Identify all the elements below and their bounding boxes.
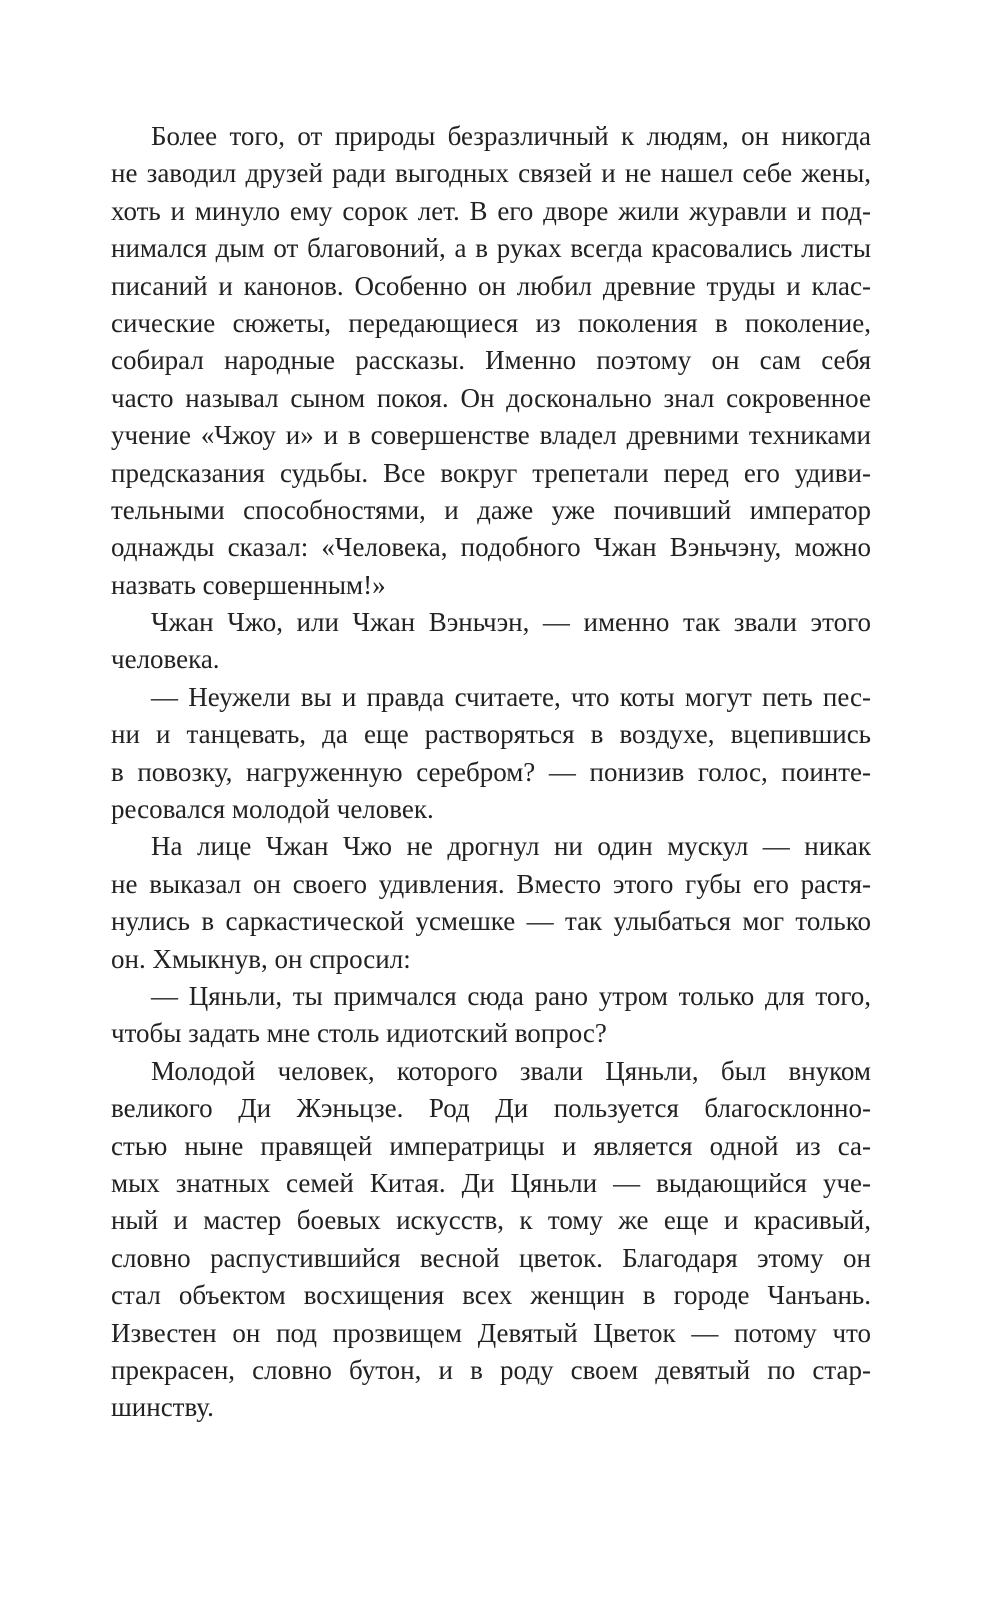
text-line: часто называл сыном покоя. Он досконально знал сокровенное (111, 382, 871, 413)
text-line: мых знатных семей Китая. Ди Цяньли — выдающийся уче- (111, 1167, 871, 1198)
text-line: прекрасен, словно бутон, и в роду своем девятый по стар- (111, 1354, 871, 1385)
text-line: однажды сказал: «Человека, подобного Чжан Вэньчэну, можно (111, 532, 871, 563)
text-line: ни и танцевать, да еще растворяться в воздухе, вцепившись (111, 719, 871, 750)
text-line: Молодой человек, которого звали Цяньли, был внуком (151, 1055, 871, 1086)
text-line: нулись в саркастической усмешке — так улыбаться мог только (111, 906, 871, 937)
text-line: чтобы задать мне столь идиотский вопрос? (111, 1018, 607, 1049)
text-line: ный и мастер боевых искусств, к тому же еще и красивый, (111, 1205, 871, 1236)
text-line: На лице Чжан Чжо не дрогнул ни один мускул — никак (151, 831, 871, 862)
text-line: стал объектом восхищения всех женщин в городе Чанъань. (111, 1280, 871, 1311)
text-line: тельными способностями, и даже уже почивший император (111, 494, 871, 525)
text-line: в повозку, нагруженную серебром? — понизив голос, поинте- (111, 756, 871, 787)
text-line: человека. (111, 644, 220, 675)
text-line: он. Хмыкнув, он спросил: (111, 943, 411, 974)
text-line: не выказал он своего удивления. Вместо этого губы его растя- (111, 868, 871, 899)
text-line: не заводил друзей ради выгодных связей и не нашел себе жены, (111, 158, 871, 189)
text-line: предсказания судьбы. Все вокруг трепетали перед его удиви- (111, 457, 871, 488)
text-line: назвать совершенным!» (111, 569, 386, 600)
text-line: писаний и канонов. Особенно он любил древние труды и клас- (111, 270, 871, 301)
text-line: хоть и минуло ему сорок лет. В его дворе жили журавли и под- (111, 195, 871, 226)
text-line: великого Ди Жэньцзе. Род Ди пользуется благосклонно- (111, 1093, 871, 1124)
text-line: учение «Чжоу и» и в совершенстве владел древними техниками (111, 420, 871, 451)
text-line: словно распустившийся весной цветок. Благодаря этому он (111, 1242, 871, 1273)
text-line: стью ныне правящей императрицы и является одной из са- (111, 1130, 871, 1161)
book-page-text (111, 118, 871, 1427)
text-line: ресовался молодой человек. (111, 794, 434, 825)
text-line: — Цяньли, ты примчался сюда рано утром только для того, (151, 980, 871, 1011)
text-line: нимался дым от благовоний, а в руках всегда красовались листы (111, 233, 871, 264)
text-line: шинству. (111, 1392, 214, 1423)
text-line: сические сюжеты, передающиеся из поколения в поколение, (111, 307, 871, 338)
text-line: Чжан Чжо, или Чжан Вэньчэн, — именно так звали этого (151, 607, 871, 638)
text-line: Более того, от природы безразличный к людям, он никогда (151, 121, 871, 151)
text-line: — Неужели вы и правда считаете, что коты могут петь пес- (151, 681, 871, 712)
text-line: собирал народные рассказы. Именно поэтому он сам себя (111, 345, 871, 376)
text-line: Известен он под прозвищем Девятый Цветок — потому что (111, 1317, 871, 1348)
